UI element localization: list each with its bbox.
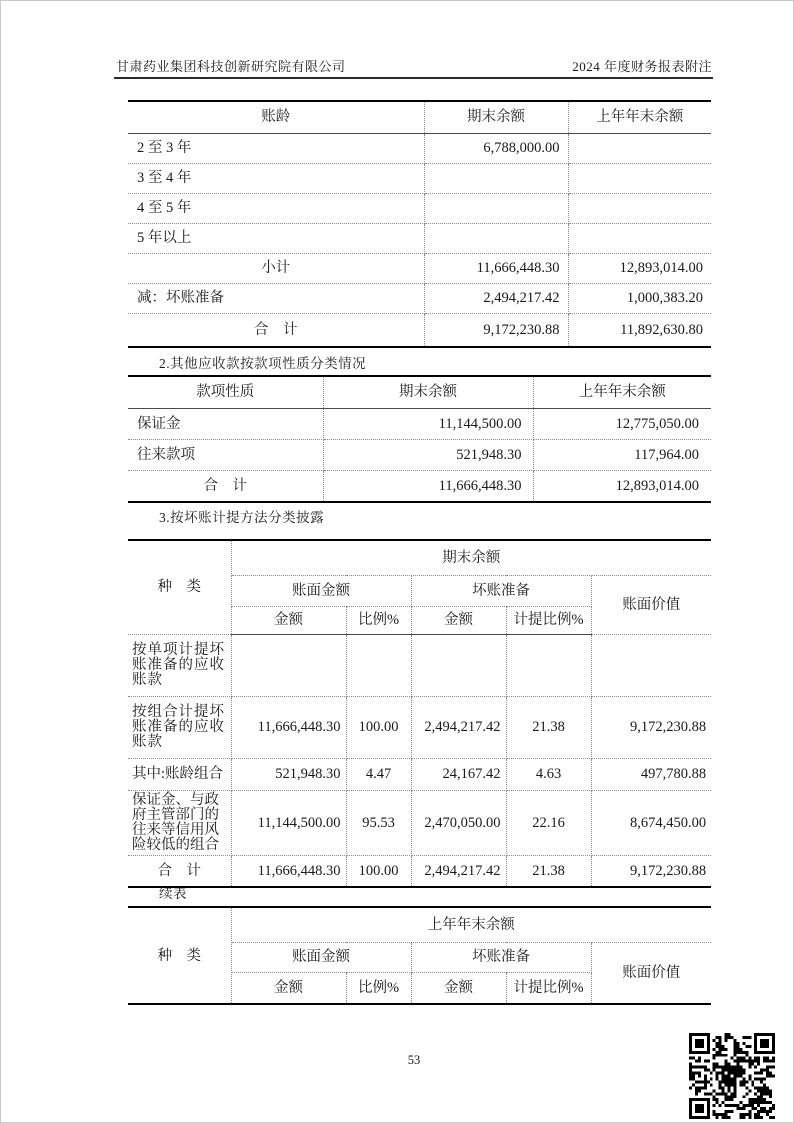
table-row bbox=[128, 696, 711, 758]
qr-code-icon bbox=[689, 1033, 775, 1119]
cell-ratio: 100.00 bbox=[346, 696, 411, 758]
col-header-carrying-value: 账面价值 bbox=[591, 942, 711, 1004]
continued-table-label: 续表 bbox=[159, 886, 187, 901]
col-header-ratio: 比例% bbox=[346, 972, 411, 1004]
doc-title: 2024 年度财务报表附注 bbox=[572, 59, 712, 74]
cell-prior: 12,775,050.00 bbox=[533, 408, 711, 439]
cell-provision-ratio: 22.16 bbox=[506, 790, 591, 855]
col-header-prior-balance: 上年年末余额 bbox=[568, 101, 711, 133]
table-header-row bbox=[128, 101, 711, 133]
cell-category: 保证金、与政府主管部门的往来等信用风险较低的组合 bbox=[128, 790, 231, 855]
cell-label: 减：坏账准备 bbox=[128, 283, 424, 313]
col-header-category: 种 类 bbox=[128, 907, 231, 1004]
cell-carrying-value: 9,172,230.88 bbox=[591, 696, 711, 758]
cell-category: 按组合计提坏账准备的应收账款 bbox=[128, 696, 231, 758]
col-header-category: 种 类 bbox=[128, 540, 231, 634]
subheader-book-amount: 账面金额 bbox=[231, 575, 411, 606]
cell-label: 合 计 bbox=[128, 313, 424, 347]
cell-amount: 11,666,448.30 bbox=[231, 696, 346, 758]
col-header-provision-ratio: 计提比例% bbox=[506, 606, 591, 634]
cell-ratio: 4.47 bbox=[346, 758, 411, 790]
cell-label: 5 年以上 bbox=[128, 223, 424, 253]
cell-bad-amount bbox=[411, 634, 506, 696]
cell-amount: 11,144,500.00 bbox=[231, 790, 346, 855]
cell-bad-amount: 24,167.42 bbox=[411, 758, 506, 790]
total-row bbox=[128, 470, 711, 502]
table-row bbox=[128, 223, 711, 253]
col-header-amount: 金额 bbox=[231, 972, 346, 1004]
header-rule bbox=[114, 77, 713, 79]
table-row bbox=[128, 163, 711, 193]
cell-bad-amount: 2,494,217.42 bbox=[411, 696, 506, 758]
cell-ending: 6,788,000.00 bbox=[424, 133, 568, 163]
cell-category: 合 计 bbox=[128, 855, 231, 887]
cell-provision-ratio: 21.38 bbox=[506, 855, 591, 887]
col-header-amount: 金额 bbox=[231, 606, 346, 634]
cell-ending: 11,666,448.30 bbox=[424, 253, 568, 283]
page-number: 53 bbox=[407, 1053, 421, 1067]
cell-ending: 11,666,448.30 bbox=[323, 470, 533, 502]
table-row bbox=[128, 283, 711, 313]
group-header-ending-balance: 期末余额 bbox=[231, 540, 711, 575]
col-header-provision-ratio: 计提比例% bbox=[506, 972, 591, 1004]
col-header-aging: 账龄 bbox=[128, 101, 424, 133]
provision-method-table-current bbox=[128, 539, 711, 888]
col-header-prior-balance: 上年年末余额 bbox=[533, 376, 711, 408]
cell-ratio: 95.53 bbox=[346, 790, 411, 855]
table-header-row bbox=[128, 907, 711, 942]
cell-prior: 12,893,014.00 bbox=[568, 253, 711, 283]
total-row bbox=[128, 855, 711, 887]
subheader-bad-debt: 坏账准备 bbox=[411, 575, 591, 606]
subtotal-row bbox=[128, 253, 711, 283]
cell-prior bbox=[568, 193, 711, 223]
cell-ending bbox=[424, 223, 568, 253]
provision-method-table-prior bbox=[128, 906, 711, 1005]
cell-label: 4 至 5 年 bbox=[128, 193, 424, 223]
cell-amount: 11,666,448.30 bbox=[231, 855, 346, 887]
aging-table bbox=[128, 100, 711, 348]
cell-ratio: 100.00 bbox=[346, 855, 411, 887]
col-header-bad-amount: 金额 bbox=[411, 606, 506, 634]
cell-ending: 2,494,217.42 bbox=[424, 283, 568, 313]
cell-label: 往来款项 bbox=[128, 439, 323, 470]
table-row bbox=[128, 758, 711, 790]
table-header-row bbox=[128, 540, 711, 575]
cell-bad-amount: 2,470,050.00 bbox=[411, 790, 506, 855]
cell-provision-ratio: 21.38 bbox=[506, 696, 591, 758]
cell-ending: 11,144,500.00 bbox=[323, 408, 533, 439]
cell-provision-ratio bbox=[506, 634, 591, 696]
col-header-ending-balance: 期末余额 bbox=[323, 376, 533, 408]
cell-prior: 12,893,014.00 bbox=[533, 470, 711, 502]
cell-prior bbox=[568, 133, 711, 163]
col-header-ratio: 比例% bbox=[346, 606, 411, 634]
cell-category: 其中:账龄组合 bbox=[128, 758, 231, 790]
section-2-title: 2.其他应收款按款项性质分类情况 bbox=[159, 356, 367, 371]
cell-bad-amount: 2,494,217.42 bbox=[411, 855, 506, 887]
table-row bbox=[128, 439, 711, 470]
table-row bbox=[128, 193, 711, 223]
cell-ending: 521,948.30 bbox=[323, 439, 533, 470]
cell-prior: 11,892,630.80 bbox=[568, 313, 711, 347]
company-name: 甘肃药业集团科技创新研究院有限公司 bbox=[116, 59, 346, 74]
cell-prior: 1,000,383.20 bbox=[568, 283, 711, 313]
col-header-ending-balance: 期末余额 bbox=[424, 101, 568, 133]
cell-category: 按单项计提坏账准备的应收账款 bbox=[128, 634, 231, 696]
cell-prior bbox=[568, 223, 711, 253]
subheader-book-amount: 账面金额 bbox=[231, 942, 411, 972]
table-header-row bbox=[128, 376, 711, 408]
cell-label: 合 计 bbox=[128, 470, 323, 502]
col-header-bad-amount: 金额 bbox=[411, 972, 506, 1004]
subheader-bad-debt: 坏账准备 bbox=[411, 942, 591, 972]
table-row bbox=[128, 408, 711, 439]
cell-carrying-value bbox=[591, 634, 711, 696]
table-row bbox=[128, 790, 711, 855]
page-header bbox=[116, 56, 712, 75]
cell-label: 保证金 bbox=[128, 408, 323, 439]
col-header-carrying-value: 账面价值 bbox=[591, 575, 711, 634]
total-row bbox=[128, 313, 711, 347]
cell-amount bbox=[231, 634, 346, 696]
cell-carrying-value: 9,172,230.88 bbox=[591, 855, 711, 887]
cell-prior: 117,964.00 bbox=[533, 439, 711, 470]
cell-label: 2 至 3 年 bbox=[128, 133, 424, 163]
cell-prior bbox=[568, 163, 711, 193]
table-row bbox=[128, 634, 711, 696]
cell-label: 小计 bbox=[128, 253, 424, 283]
cell-carrying-value: 497,780.88 bbox=[591, 758, 711, 790]
nature-table bbox=[128, 375, 711, 503]
cell-ending bbox=[424, 193, 568, 223]
table-row bbox=[128, 133, 711, 163]
cell-ending bbox=[424, 163, 568, 193]
cell-ratio bbox=[346, 634, 411, 696]
group-header-prior-balance: 上年年末余额 bbox=[231, 907, 711, 942]
section-3-title: 3.按坏账计提方法分类披露 bbox=[159, 510, 325, 525]
cell-amount: 521,948.30 bbox=[231, 758, 346, 790]
cell-carrying-value: 8,674,450.00 bbox=[591, 790, 711, 855]
cell-provision-ratio: 4.63 bbox=[506, 758, 591, 790]
cell-label: 3 至 4 年 bbox=[128, 163, 424, 193]
col-header-nature: 款项性质 bbox=[128, 376, 323, 408]
cell-ending: 9,172,230.88 bbox=[424, 313, 568, 347]
